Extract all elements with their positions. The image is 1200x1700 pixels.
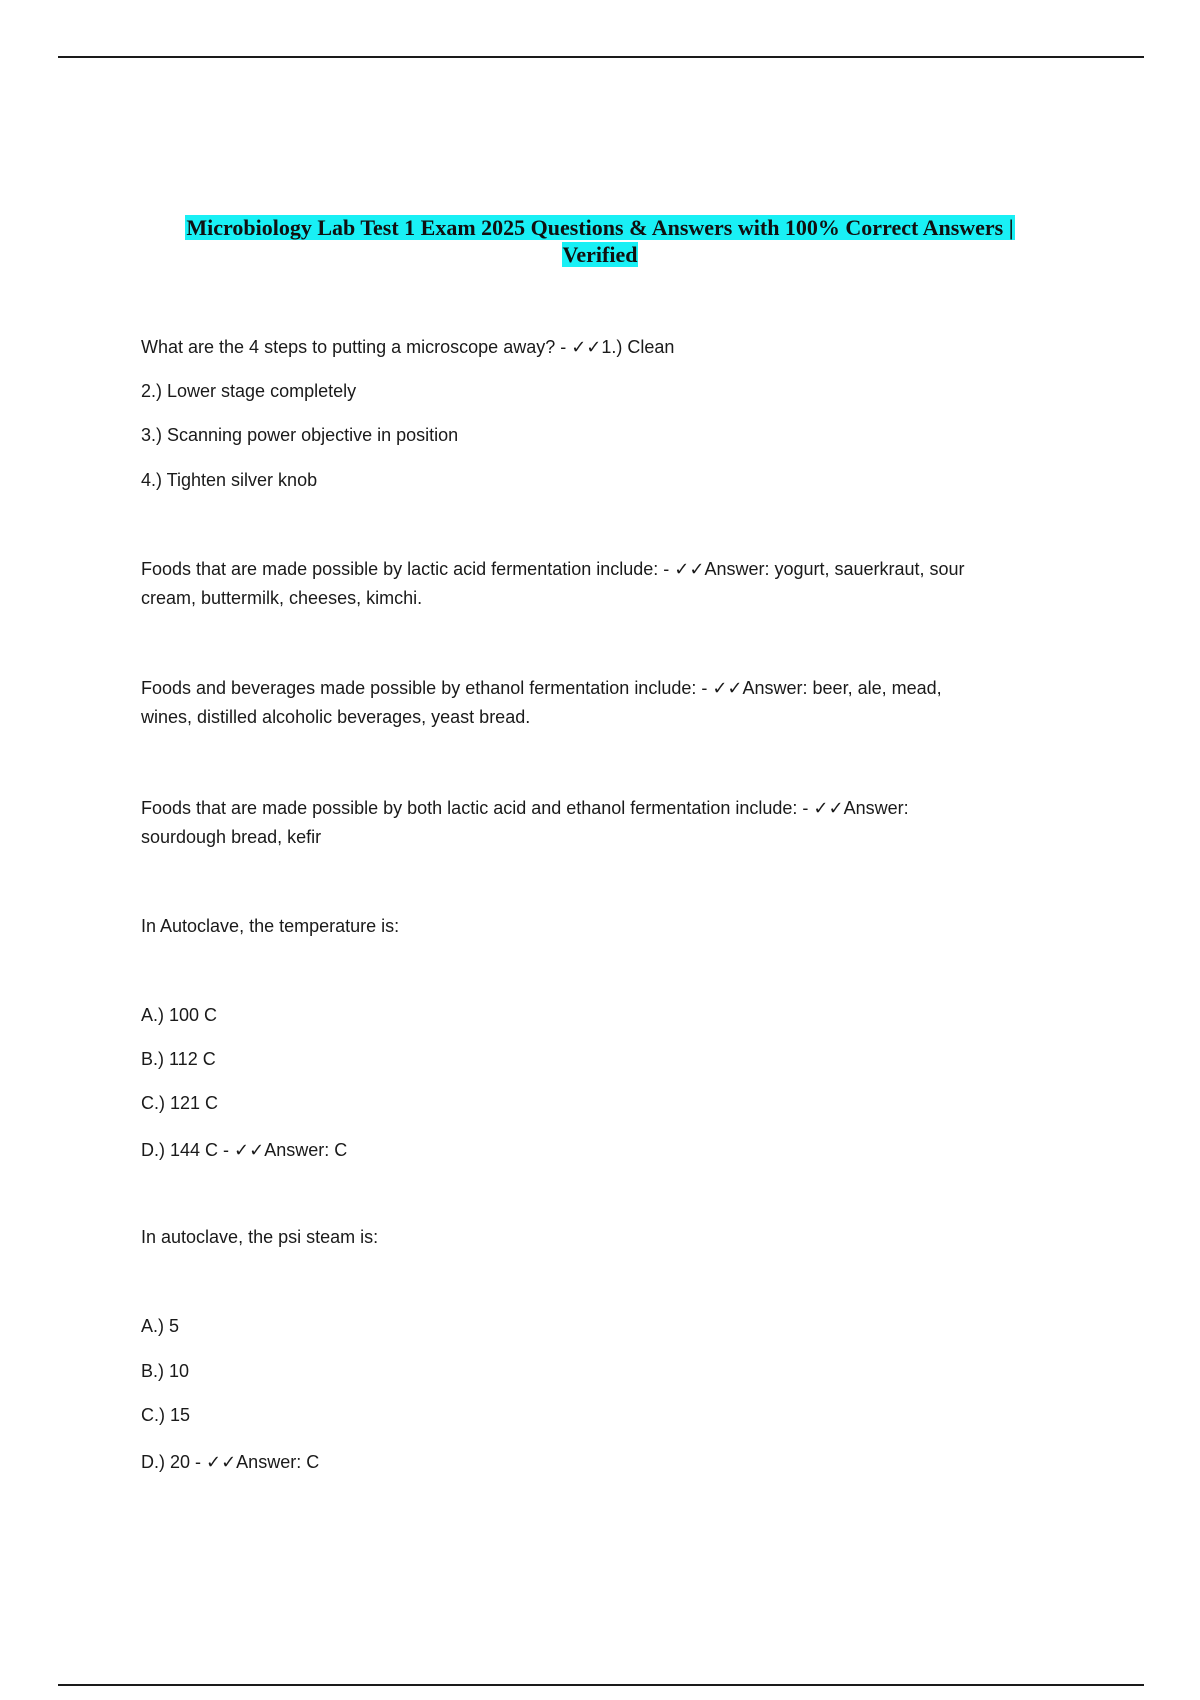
footer-rule [58, 1684, 1144, 1686]
question-ethanol-line-2: wines, distilled alcoholic beverages, yeast bread. [141, 707, 531, 727]
header-rule [58, 56, 1144, 58]
temperature-option-d: D.) 144 C - ✓✓Answer: C [141, 1140, 348, 1160]
psi-option-a: A.) 5 [141, 1316, 180, 1336]
title-line-2: Verified [562, 242, 638, 267]
psi-option-b: B.) 10 [141, 1361, 190, 1381]
question-autoclave-psi: In autoclave, the psi steam is: [141, 1227, 379, 1247]
question-autoclave-temperature: In Autoclave, the temperature is: [141, 916, 400, 936]
question-both-fermentation-line-2: sourdough bread, kefir [141, 827, 322, 847]
microscope-step-4: 4.) Tighten silver knob [141, 470, 318, 490]
question-microscope: What are the 4 steps to putting a microscope away? - ✓✓1.) Clean [141, 337, 675, 357]
temperature-option-c: C.) 121 C [141, 1093, 219, 1113]
psi-option-d: D.) 20 - ✓✓Answer: C [141, 1452, 320, 1472]
title-line-1: Microbiology Lab Test 1 Exam 2025 Questions & Answers with 100% Correct Answers | [186, 215, 1014, 240]
temperature-option-a: A.) 100 C [141, 1005, 218, 1025]
question-ethanol-line-1: Foods and beverages made possible by ethanol fermentation include: - ✓✓Answer: beer, ale, mead, [141, 678, 942, 698]
document-title [120, 214, 1080, 268]
question-both-fermentation-line-1: Foods that are made possible by both lactic acid and ethanol fermentation include: - ✓✓Answer: [141, 798, 909, 818]
microscope-step-3: 3.) Scanning power objective in position [141, 425, 459, 445]
temperature-option-b: B.) 112 C [141, 1049, 216, 1069]
question-lactic-acid-line-2: cream, buttermilk, cheeses, kimchi. [141, 588, 423, 608]
question-lactic-acid-line-1: Foods that are made possible by lactic acid fermentation include: - ✓✓Answer: yogurt, sauerkraut, sour [141, 559, 965, 579]
psi-option-c: C.) 15 [141, 1405, 191, 1425]
microscope-step-2: 2.) Lower stage completely [141, 381, 357, 401]
